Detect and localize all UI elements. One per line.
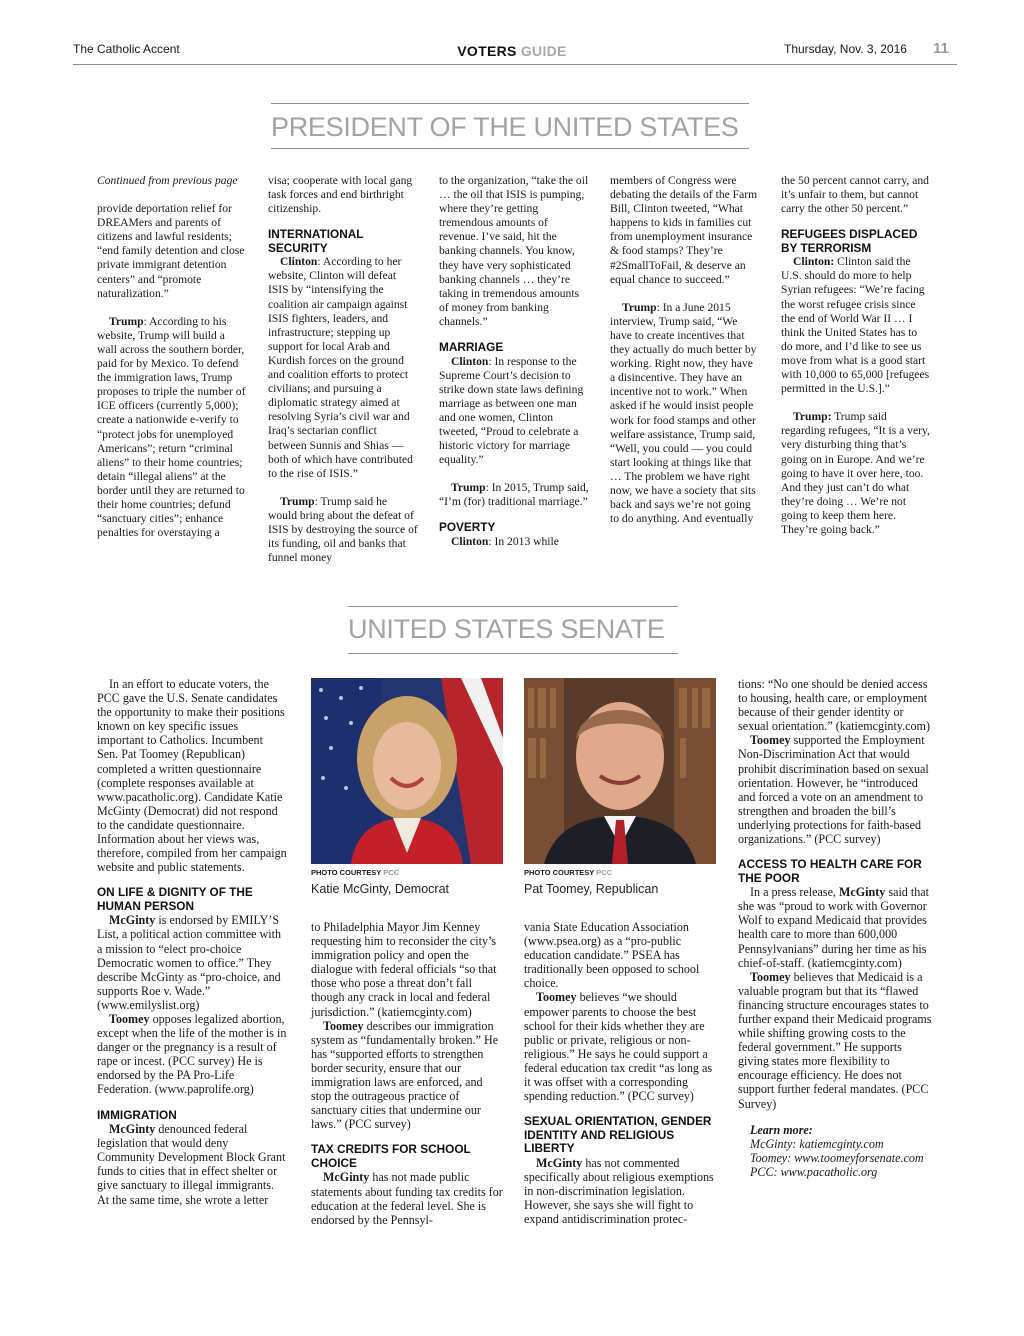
paragraph: Trump: According to his website, Trump will build a wall across the southern border, paid for by Mexico. To defend the immigration laws, Trump proposes to triple the number of ICE officers (currently 5,000); create a nationwide e-verify to “protect jobs for unemployed Americans”; return “criminal aliens” to their home countries; detain “illegal aliens” at the border until they are returned to their home countries; defund “sanctuary cities”; enhance penalties for overstaying a (97, 314, 246, 540)
paragraph: McGinty has not made public statements about funding tax credits for education at the federal level. She is endorsed by the Pennsyl- (311, 1170, 503, 1227)
president-column-4 (610, 174, 760, 526)
president-title: PRESIDENT OF THE UNITED STATES (271, 112, 739, 142)
section-heading: ON LIFE & DIGNITY OF THE HUMAN PERSON (97, 885, 253, 913)
paragraph: Trump: Trump said he would bring about the defeat of ISIS by destroying the source of its funding, oil and banks that funnel money (268, 494, 418, 565)
paragraph: Toomey describes our immigration system as “fundamentally broken.” He has “supported efforts to strengthen border security, ensure that our immigration laws are enforced, and stop the outrageous practice of sanctuary cities that undermine our laws.” (PCC survey) (311, 1018, 499, 1132)
president-rule-bottom (271, 148, 749, 149)
section-heading: SEXUAL ORIENTATION, GENDER IDENTITY AND RELIGIOUS LIBERTY (524, 1114, 712, 1156)
section-main: VOTERS (457, 43, 517, 59)
section-heading: INTERNATIONAL SECURITY (268, 227, 364, 255)
president-column-3 (439, 174, 589, 549)
section-heading: TAX CREDITS FOR SCHOOL CHOICE (311, 1142, 471, 1170)
link-pcc[interactable]: PCC: www.pacatholic.org (750, 1164, 878, 1179)
paragraph: McGinty is endorsed by EMILY’S List, a political action committee with a mission to “elect pro-choice Democratic women to office.” They describe McGinty as “pro-choice, and supports Roe v. Wade.” (www.emilyslist.org) (97, 913, 282, 1012)
paragraph: to Philadelphia Mayor Jim Kenney requesting him to reconsider the city’s immigration policy and open the dialogue with federal officials “so that those who pose a threat don’t fall though any crack in local and federal jurisdiction.” (katiemcginty.com) (311, 920, 497, 1019)
paragraph: members of Congress were debating the details of the Farm Bill, Clinton tweeted, “What happens to kids in families cut from unemployment insurance & food stamps? They’re #2SmallToFail, & deserve an equal chance to succeed.” (610, 174, 758, 286)
photo-caption: Pat Toomey, Republican (524, 882, 659, 896)
paragraph: In an effort to educate voters, the PCC gave the U.S. Senate candidates the opportunity to make their positions known on key specific issues important to Catholics. Incumbent Sen. Pat Toomey (Republican) completed a written questionnaire (complete responses available at www.pacatholic.org). Candidate Katie McGinty (Democrat) did not respond to the candidate questionnaire. Information about her views was, therefore, compiled from her campaign website and public statements. (97, 677, 287, 875)
section-heading: MARRIAGE (439, 340, 504, 355)
publication-name: The Catholic Accent (73, 42, 180, 56)
paragraph: In a press release, McGinty said that she was “proud to work with Governor Wolf to expand Medicaid that provides health care to more than 600,000 Pennsylvanians” during her time as his chief-of-staff. (katiemcginty.com) (738, 885, 930, 970)
paragraph: McGinty has not commented specifically about religious exemptions in non-discrimination legislation. However, she says she will fight to expand antidiscrimination protec- (524, 1155, 714, 1227)
president-rule-top (271, 103, 749, 104)
paragraph: Clinton: According to her website, Clinton will defeat ISIS by “intensifying the coalition air campaign against ISIS fighters, leaders, and infrastructure; stepping up support for local Arab and Kurdish forces on the ground and coalition efforts to protect civilians; and pursuing a diplomatic strategy aimed at resolving Syria’s civil war and Iraq’s sectarian conflict between Sunnis and Shias — both of which have contributed to the rise of ISIS.” (268, 255, 413, 480)
section-heading: ACCESS TO HEALTH CARE FOR THE POOR (738, 857, 922, 885)
paragraph: Clinton: Clinton said the U.S. should do more to help Syrian refugees: “We’re facing the worst refugee crisis since the end of World War II … I think the United States has to do more, and I’d like to see us move from what is a good start with 10,000 to 65,000 [refugees permitted in the U.S.].” (781, 255, 930, 396)
section-heading: REFUGEES DISPLACED BY TERRORISM (781, 227, 918, 255)
learn-more-label: Learn more: (750, 1122, 813, 1137)
paragraph: Toomey supported the Employment Non-Discrimination Act that would prohibit discrimination based on sexual orientation. However, he “introduced and forced a vote on an amendment to strengthen and broaden the bill’s underlying protections for faith-based organizations.” (PCC survey) (738, 733, 929, 847)
paragraph: provide deportation relief for DREAMers and parents of citizens and lawful residents; “end family detention and close private immigrant detention centers” and “promote naturalization.” (97, 202, 245, 300)
continued-note: Continued from previous page (97, 174, 238, 187)
section-heading: IMMIGRATION (97, 1107, 177, 1122)
learn-more-box (738, 1123, 932, 1179)
header-rule (73, 64, 957, 65)
paragraph: McGinty denounced federal legislation that would deny Community Development Block Grant funds to cities that in effect shelter or give sanctuary to illegal immigrants. At the same time, she wrote a letter (97, 1122, 286, 1207)
president-column-1 (97, 174, 247, 540)
paragraph: to the organization, “take the oil … the oil that ISIS is pumping, where they’re getting tremendous amounts of revenue. I’ve said, hit the banking channels. You know, they have very sophisticated banking channels … they’re taking in tremendous amounts of money from banking channels.” (439, 174, 589, 328)
paragraph: tions: “No one should be denied access to housing, health care, or employment because of their gender identity or sexual orientation.” (katiemcginty.com) (738, 677, 930, 734)
senate-column-1 (97, 677, 287, 1207)
issue-date: Thursday, Nov. 3, 2016 (784, 42, 907, 56)
paragraph: visa; cooperate with local gang task forces and end birthright citizenship. (268, 174, 413, 216)
paragraph: Clinton: In 2013 while (451, 534, 559, 548)
paragraph: Toomey opposes legalized abortion, except when the life of the mother is in danger or the pregnancy is a result of rape or incest. (PCC survey) He is endorsed by the PA Pro-Life Federation. (www.paprolife.org) (97, 1011, 287, 1097)
senate-column-2 (311, 920, 503, 1227)
senate-rule-bottom (348, 653, 678, 654)
toomey-photo (524, 678, 716, 864)
paragraph: Trump: Trump said regarding refugees, “It is a very, very disturbing thing that’s going on in Europe. And we’re going to have it over here, too. And they just can’t do what they’re doing … We’re not going to keep them here. They’re going back.” (781, 410, 930, 536)
paragraph: Trump: In 2015, Trump said, “I’m (for) traditional marriage.” (439, 481, 589, 509)
photo-credit: PHOTO COURTESY PCC (311, 868, 400, 877)
photo-credit: PHOTO COURTESY PCC (524, 868, 613, 877)
link-toomey[interactable]: Toomey: www.toomeyforsenate.com (750, 1150, 924, 1165)
photo-caption: Katie McGinty, Democrat (311, 882, 450, 896)
link-mcginty[interactable]: McGinty: katiemcginty.com (750, 1136, 884, 1151)
paragraph: the 50 percent cannot carry, and it’s unfair to them, but cannot carry the other 50 percent.” (781, 174, 929, 216)
paragraph: Toomey believes that Medicaid is a valuable program but that its “flawed financing structure encourages states to further expand their Medicaid programs while shifting growing costs to the federal government.” He supports giving states more flexibility to encourage efficiency. He does not support further federal mandates. (PCC Survey) (738, 969, 932, 1111)
president-column-2 (268, 174, 418, 565)
president-column-5 (781, 174, 931, 537)
page-number: 11 (933, 40, 949, 57)
senate-title: UNITED STATES SENATE (348, 614, 665, 644)
paragraph: Toomey believes “we should empower parents to choose the best school for their kids whether they are public or private, religious or non-religious.” He says he could support a federal education tax credit “as long as it was offset with a corresponding spending reduction.” (PCC survey) (524, 990, 713, 1104)
section-heading: POVERTY (439, 520, 496, 535)
senate-rule-top (348, 606, 678, 607)
senate-column-4 (738, 677, 932, 1179)
section-sub: GUIDE (520, 43, 567, 59)
mcginty-photo (311, 678, 503, 864)
paragraph: vania State Education Association (www.psea.org) as a “pro-public education candidate.” PSEA has traditionally been opposed to school choice. (524, 920, 700, 991)
senate-column-3 (524, 920, 716, 1226)
paragraph: Clinton: In response to the Supreme Court’s decision to strike down state laws defining marriage as between one man and one women, Clinton tweeted, “Proud to celebrate a historic victory for marriage equality.” (439, 354, 584, 467)
paragraph: Trump: In a June 2015 interview, Trump said, “We have to create incentives that they actually do much better by working. Right now, they have a disincentive. They have an incentive not to work.” When asked if he would insist people work for food stamps and other welfare assistance, Trump said, “Well, you could — you could start looking at things like that … The problem we have right now, we have a society that sits back and says we’re not going to do anything. And eventually (610, 300, 757, 526)
